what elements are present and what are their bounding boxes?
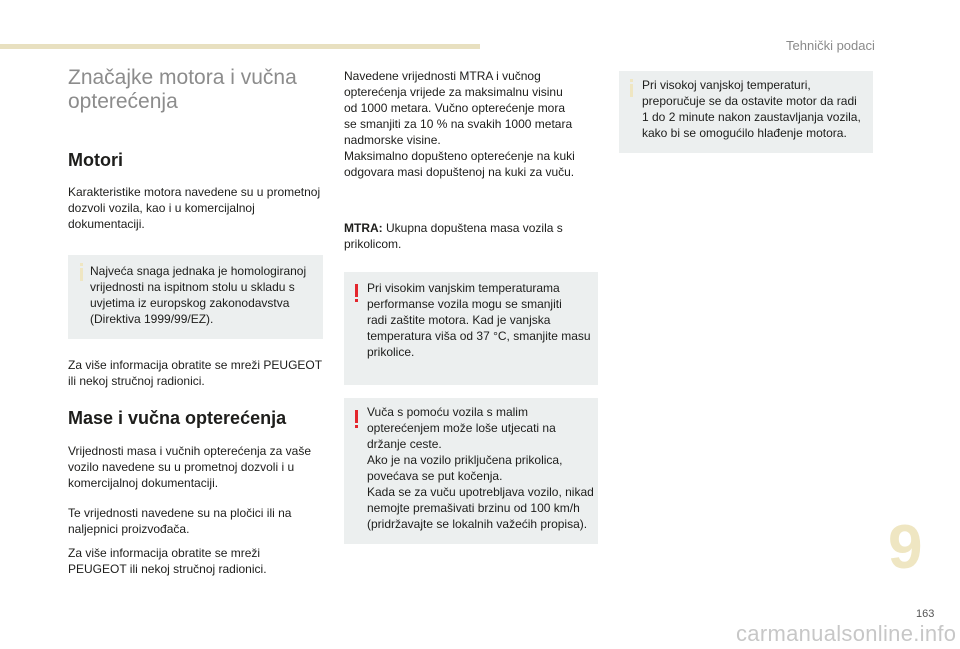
warning-box-towing: Vuča s pomoću vozila s malim opterećenjem može loše utjecati na držanje ceste. Ako je na vozilo priključena prikolica, povećava se put kočenja. Kada se za vuču upotrebljava vozilo, nikad nemojte premašivati brzinu od 100 km/h (pridržavajte se lokalnih važećih propisa). — [344, 398, 598, 544]
section-title: Tehnički podaci — [786, 38, 875, 53]
paragraph-masses: Vrijednosti masa i vučnih opterećenja za vaše vozilo navedene su u prometnoj dozvoli i u komercijalnoj dokumentaciji. — [68, 444, 312, 490]
warning-box-temperature: Pri visokim vanjskim temperaturama performanse vozila mogu se smanjiti radi zaštite motora. Kad je vanjska temperatura viša od 37 °C, smanjite masu prikolice. — [344, 272, 598, 385]
page-title: Značajke motora i vučna opterećenja — [68, 66, 297, 113]
paragraph-mtra-definition: MTRA: Ukupna dopuštena masa vozila s prikolicom. — [344, 221, 563, 251]
info-icon — [630, 79, 633, 97]
warning-icon — [355, 410, 358, 428]
heading-motori: Motori — [68, 150, 123, 170]
chapter-number: 9 — [888, 513, 923, 582]
heading-mase: Mase i vučna opterećenja — [68, 408, 287, 428]
mtra-label: MTRA: — [344, 221, 383, 235]
paragraph-contact-2: Za više informacija obratite se mreži PEUGEOT ili nekoj stručnoj radionici. — [68, 546, 267, 576]
paragraph-mtra-values: Navedene vrijednosti MTRA i vučnog opterećenja vrijede za maksimalnu visinu od 1000 metara. Vučno opterećenje mora se smanjiti za 10 % na svakih 1000 metara nadmorske visine. Maksimalno dopušteno opterećenje na kuki odgovara masi dopuštenoj na kuki za vuču. — [344, 69, 575, 179]
page-number: 163 — [916, 608, 935, 620]
column-1 — [68, 66, 330, 114]
watermark: carmanualsonline.info — [736, 621, 957, 646]
paragraph-plate: Te vrijednosti navedene su na pločici ili na naljepnici proizvođača. — [68, 506, 292, 536]
info-box-power: Najveća snaga jednaka je homologiranoj vrijednosti na ispitnom stolu u skladu s uvjetima iz europskog zakonodavstva (Direktiva 1999/99/EZ). — [68, 255, 323, 339]
header-rule — [0, 44, 480, 49]
info-box-cooling: Pri visokoj vanjskoj temperaturi, preporučuje se da ostavite motor da radi 1 do 2 minute nakon zaustavljanja vozila, kako bi se omogućilo hlađenje motora. — [619, 71, 873, 153]
paragraph-contact-1: Za više informacija obratite se mreži PEUGEOT ili nekoj stručnoj radionici. — [68, 358, 323, 388]
warning-icon — [355, 284, 358, 302]
info-icon — [80, 263, 83, 281]
paragraph-engine-specs: Karakteristike motora navedene su u prometnoj dozvoli vozila, kao i u komercijalnoj dokumentaciji. — [68, 185, 321, 231]
